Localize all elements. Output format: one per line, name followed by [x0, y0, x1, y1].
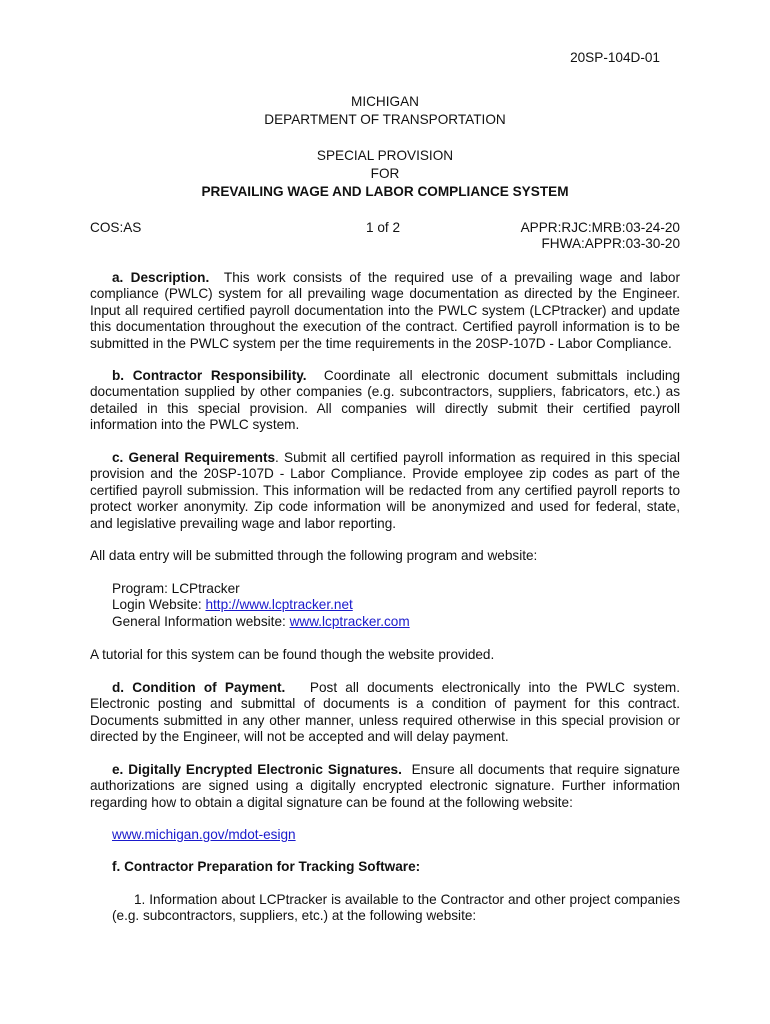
login-website-label: Login Website:: [112, 597, 206, 613]
tutorial-note: [90, 647, 680, 663]
program-block: [90, 581, 702, 630]
section-d-text: Post all documents electronically into the PWLC system. Electronic posting and submittal of documents is a condition of payment for this contract. Documents submitted in any other manner, unless required otherwise in this special provision or directed by the Engineer, will not be accepted and will delay payment.: [90, 680, 680, 745]
fhwa-approval-code: FHWA:APPR:03-30-20: [541, 236, 680, 252]
section-e-text: Ensure all documents that require signature authorizations are signed using a digitally encrypted electronic signature. Further information regarding how to obtain a digital signature can be found at the following website:: [90, 762, 680, 810]
esign-link[interactable]: www.michigan.gov/mdot-esign: [112, 827, 296, 842]
section-c: [90, 450, 680, 532]
info-website-link[interactable]: www.lcptracker.com: [289, 613, 410, 629]
cos-code: COS:AS: [90, 220, 142, 235]
esign-link-block: [90, 827, 702, 843]
approval-block: [521, 220, 680, 253]
program-line: Program: LCPtracker: [112, 581, 240, 596]
section-e-heading: e. Digitally Encrypted Electronic Signatures.: [112, 762, 402, 777]
section-f1: [90, 892, 680, 925]
info-website-line: [112, 614, 702, 630]
section-b-paragraph: [90, 368, 680, 434]
header-for: FOR: [370, 166, 400, 181]
section-c-heading: c. General Requirements: [112, 450, 276, 465]
data-entry-text: All data entry will be submitted through the following program and website:: [90, 548, 538, 563]
section-b: [90, 368, 680, 434]
section-a-paragraph: [90, 270, 680, 352]
data-entry-note: [90, 548, 680, 564]
header-special-provision: SPECIAL PROVISION: [316, 148, 454, 163]
header-state: MICHIGAN: [351, 94, 419, 109]
page-count: 1 of 2: [366, 220, 401, 235]
section-b-heading: b. Contractor Responsibility.: [112, 368, 307, 383]
section-d: [90, 680, 680, 746]
section-c-text: . Submit all certified payroll information as required in this special provision and the 20SP-107D - Labor Compliance. Provide employee zip codes as part of the certified payroll submission. This information will be redacted from any certified payroll reports to protect worker anonymity. Zip code information will be anonymized and used for federal, state, and legislative prevailing wage and labor reporting.: [90, 450, 681, 531]
section-e: [90, 762, 680, 811]
login-website-line: [112, 597, 702, 613]
section-f-heading: f. Contractor Preparation for Tracking Software:: [112, 859, 421, 874]
tutorial-text: A tutorial for this system can be found though the website provided.: [90, 647, 495, 662]
section-a-heading: a. Description.: [112, 270, 210, 285]
section-f: [90, 859, 702, 875]
header-department: DEPARTMENT OF TRANSPORTATION: [264, 112, 506, 127]
section-a-text: This work consists of the required use of a prevailing wage and labor compliance (PWLC) system for all prevailing wage documentation as directed by the Engineer. Input all required certified payroll documentation into the PWLC system (LCPtracker) and update this documentation throughout the execution of the contract. Certified payroll information is to be submitted in the PWLC system per the time requirements in the 20SP-107D - Labor Compliance.: [90, 270, 680, 351]
section-d-paragraph: [90, 680, 680, 746]
document-number: 20SP-104D-01: [570, 50, 660, 65]
approval-code: APPR:RJC:MRB:03-24-20: [520, 220, 680, 235]
section-e-paragraph: [90, 762, 680, 811]
section-c-paragraph: [90, 450, 680, 532]
section-f1-text: 1. Information about LCPtracker is available to the Contractor and other project companies (e.g. subcontractors, suppliers, etc.) at the following website:: [112, 892, 680, 924]
section-a: [90, 270, 680, 352]
page-title: PREVAILING WAGE AND LABOR COMPLIANCE SYSTEM: [201, 184, 569, 199]
info-website-label: General Information website:: [112, 613, 290, 629]
login-website-link[interactable]: http://www.lcptracker.net: [205, 597, 353, 613]
section-d-heading: d. Condition of Payment.: [112, 680, 286, 695]
section-b-text: Coordinate all electronic document submittals including documentation supplied by other companies (e.g. subcontractors, suppliers, fabricators, etc.) as detailed in this special provision. All companies will directly submit their certified payroll information into the PWLC system.: [90, 368, 681, 433]
